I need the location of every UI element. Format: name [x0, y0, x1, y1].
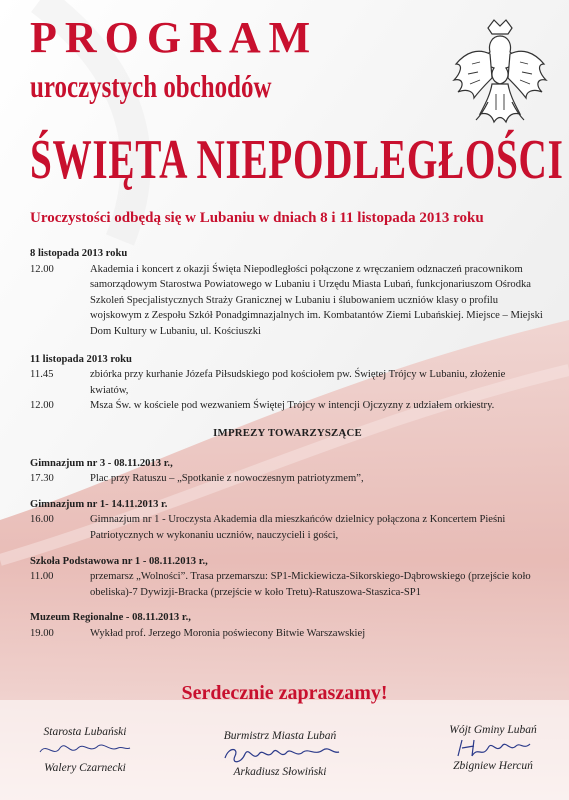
signature-role: Wójt Gminy Lubań	[449, 724, 537, 736]
day-date: 11 listopada 2013 roku	[30, 353, 132, 365]
schedule-time: 19.00	[30, 627, 54, 639]
program-subtitle: uroczystych obchodów	[30, 68, 272, 104]
schedule-time: 11.45	[30, 369, 54, 381]
handwritten-signature-icon	[10, 738, 160, 762]
signature-name: Zbigniew Hercuń	[453, 760, 533, 772]
schedule-row	[30, 569, 545, 600]
handwritten-signature-icon	[418, 736, 568, 760]
schedule-row	[30, 262, 545, 340]
day-date: 8 listopada 2013 roku	[30, 248, 128, 259]
event-section	[30, 497, 545, 544]
signature-role: Starosta Lubański	[43, 726, 127, 738]
event-title: Szkoła Podstawowa nr 1 - 08.11.2013 r.,	[30, 555, 208, 567]
schedule-row	[30, 626, 545, 642]
signature-block	[418, 724, 568, 772]
event-section	[30, 554, 545, 601]
schedule-text: Msza Św. w kościele pod wezwaniem Świętej Trójcy w intencji Ojczyzny z udziałem orkiestry.	[90, 400, 495, 412]
day-section	[30, 352, 545, 414]
schedule-row	[30, 398, 545, 414]
handwritten-signature-icon	[205, 742, 355, 766]
event-title: Gimnazjum nr 3 - 08.11.2013 r.,	[30, 457, 173, 469]
schedule-text: zbiórka przy kurhanie Józefa Piłsudskiego pod kościołem pw. Świętej Trójcy w Lubaniu, złożenie kwiatów,	[90, 369, 506, 396]
signature-role: Burmistrz Miasta Lubań	[223, 730, 337, 742]
schedule-time: 12.00	[30, 400, 54, 412]
schedule-row	[30, 367, 545, 398]
schedule-text: Wykład prof. Jerzego Moronia poświecony Bitwie Warszawskiej	[90, 627, 366, 639]
event-section	[30, 610, 545, 641]
schedule-text: Plac przy Ratuszu – „Spotkanie z nowoczesnym patriotyzmem”,	[90, 473, 364, 485]
program-title: PROGRAM	[30, 13, 319, 62]
signature-block	[10, 726, 160, 774]
signature-name: Arkadiusz Słowiński	[233, 766, 327, 778]
signature-block	[205, 730, 355, 778]
schedule-text: Gimnazjum nr 1 - Uroczysta Akademia dla mieszkańców dzielnicy połączona z Koncertem Pieśni Patriotycznych w wykonaniu uczniów, nauczycieli i gości,	[90, 514, 506, 541]
event-title: Muzeum Regionalne - 08.11.2013 r.,	[30, 612, 191, 624]
schedule-text: Akademia i koncert z okazji Święta Niepodległości połączone z wręczaniem odznaczeń pracownikom samorządowym Starostwa Powiatowego w Lubaniu i Urzędu Miasta Lubań, funkcjonariuszom Ośrodka Szkoleń Specjalistycznych Straży Granicznej w Lubaniu i ślubowaniem uczniów klasy o profilu wojskowym z Zespołu Szkół Ponadgimnazjalnych im. Kombatantów Ziemi Lubańskiej. Miejsce – Miejski Dom Kultury w Lubaniu, ul. Kościuszki	[90, 263, 543, 337]
event-section	[30, 456, 545, 487]
white-eagle-emblem-icon	[450, 18, 550, 128]
intro-text: Uroczystości odbędą się w Lubaniu w dniach 8 i 11 listopada 2013 roku	[30, 210, 484, 226]
schedule-time: 12.00	[30, 263, 54, 275]
schedule-text: przemarsz „Wolności”. Trasa przemarszu: SP1-Mickiewicza-Sikorskiego-Dąbrowskiego (przejście koło obeliska)-7 Dywizji-Bracka (przejście w koło Tretu)-Ratuszowa-Staszica-SP1	[90, 571, 531, 598]
event-title: Gimnazjum nr 1- 14.11.2013 r.	[30, 498, 168, 510]
schedule-time: 16.00	[30, 514, 54, 526]
schedule-time: 17.30	[30, 473, 54, 485]
program-headline: ŚWIĘTA NIEPODLEGŁOŚCI	[30, 129, 564, 191]
schedule-row	[30, 471, 545, 487]
schedule-row	[30, 512, 545, 543]
accompanying-events-heading: IMPREZY TOWARZYSZĄCE	[213, 426, 362, 439]
day-section	[30, 246, 545, 340]
program-body	[30, 246, 545, 651]
schedule-time: 11.00	[30, 571, 54, 583]
signature-name: Walery Czarnecki	[44, 762, 126, 774]
invitation-text: Serdecznie zapraszamy!	[181, 682, 388, 704]
